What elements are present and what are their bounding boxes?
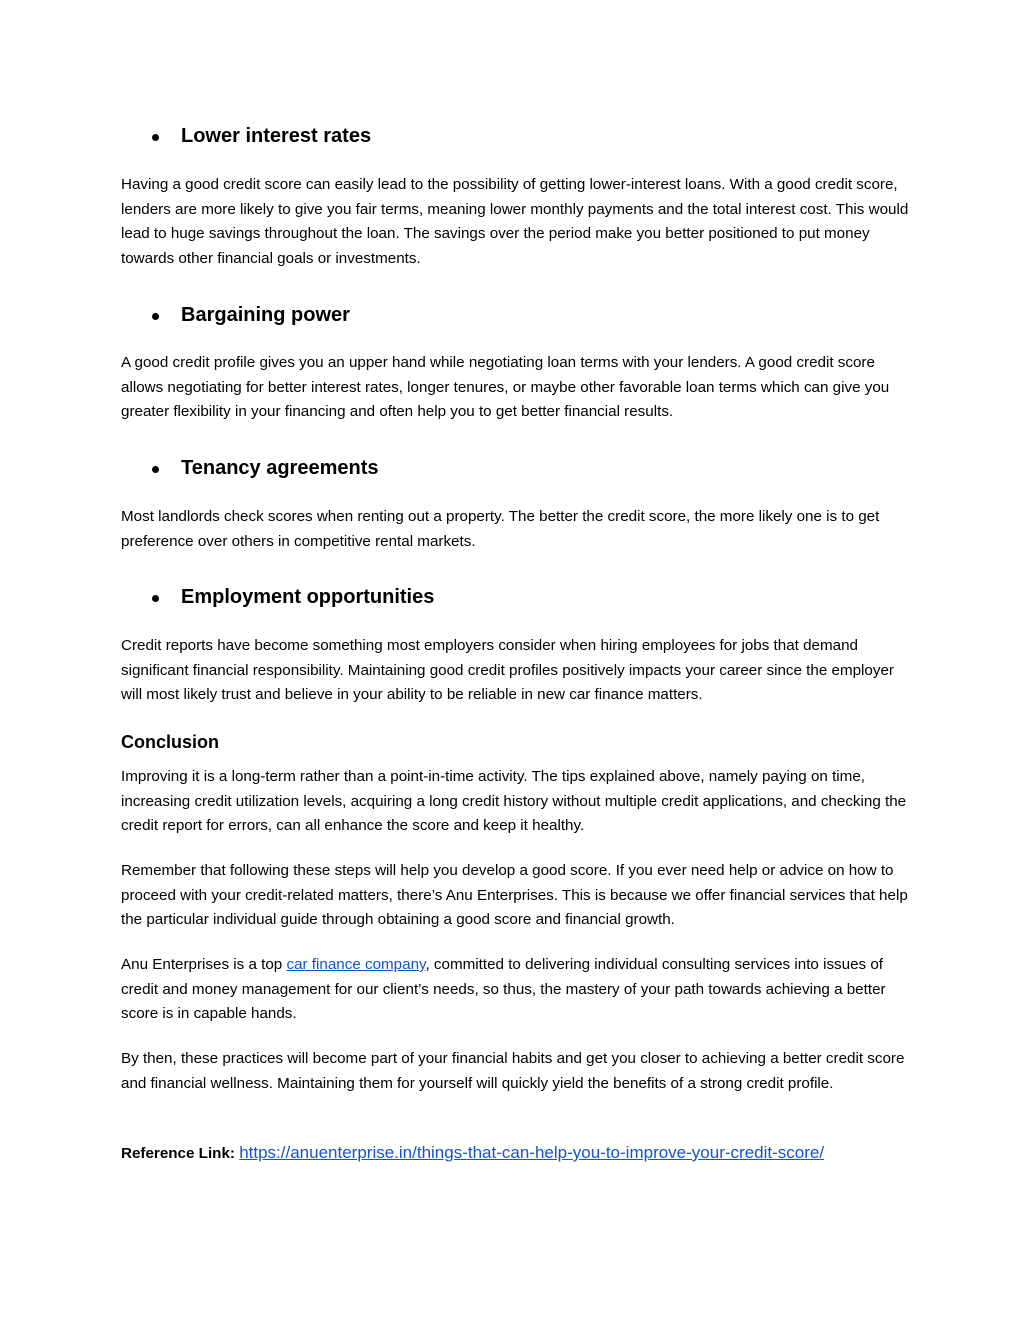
bullet-dot-icon xyxy=(152,466,159,473)
section-body-lower-interest-rates: Having a good credit score can easily lead to the possibility of getting lower-interest loans. With a good credit score, lenders are more likely to give you fair terms, meaning lower monthly payments and the total interest cost. This would lead to huge savings throughout the loan. The savings over the period make you better positioned to put money towards other financial goals or investments. xyxy=(121,176,909,267)
section-body-employment-opportunities: Credit reports have become something most employers consider when hiring employees for jobs that demand significant financial responsibility. Maintaining good credit profiles positively impacts your career since the employer will most likely trust and believe in your ability to be reliable in new car finance matters. xyxy=(121,637,894,704)
section-heading-text: Bargaining power xyxy=(181,304,350,326)
section-body-bargaining-power: A good credit profile gives you an upper hand while negotiating loan terms with your lenders. A good credit score allows negotiating for better interest rates, longer tenures, or maybe other favorable loan terms which can give you greater flexibility in your financing and often help you to get better financial results. xyxy=(121,354,890,421)
section-heading-text: Lower interest rates xyxy=(181,125,372,147)
conclusion-paragraph-4: By then, these practices will become part of your financial habits and get you closer to achieving a better credit score and financial wellness. Maintaining them for yourself will quickly yield the benefits of a strong credit profile. xyxy=(121,1050,905,1092)
section-heading-text: Employment opportunities xyxy=(181,586,435,608)
paragraph-text: Anu Enterprises is a top xyxy=(121,956,287,973)
conclusion-paragraph-1: Improving it is a long-term rather than a point-in-time activity. The tips explained above, namely paying on time, increasing credit utilization levels, acquiring a long credit history without multiple credit applications, and checking the credit report for errors, can all enhance the score and keep it healthy. xyxy=(121,768,907,835)
reference-line xyxy=(121,1141,911,1167)
conclusion-paragraph-2: Remember that following these steps will help you develop a good score. If you ever need help or advice on how to proceed with your credit-related matters, there’s Anu Enterprises. This is because we offer financial services that help the particular individual guide through obtaining a good score and financial growth. xyxy=(121,862,908,929)
conclusion-paragraph-3 xyxy=(121,953,911,1027)
conclusion-heading: Conclusion xyxy=(121,732,219,752)
bullet-dot-icon xyxy=(152,313,159,320)
car-finance-company-link[interactable]: car finance company xyxy=(286,956,426,973)
reference-label: Reference Link: xyxy=(121,1145,235,1162)
section-heading-text: Tenancy agreements xyxy=(181,457,379,479)
bullet-dot-icon xyxy=(152,134,159,141)
paragraph-text: , committed to delivering individual consulting services into issues of credit and money management for our client’s needs, so thus, the mastery of your path towards achieving a better score is in capable hands. xyxy=(121,956,886,1023)
reference-url-link[interactable]: https://anuenterprise.in/things-that-can-help-you-to-improve-your-credit-score/ xyxy=(239,1143,825,1162)
section-body-tenancy-agreements: Most landlords check scores when renting out a property. The better the credit score, the more likely one is to get preference over others in competitive rental markets. xyxy=(121,508,880,550)
bullet-dot-icon xyxy=(152,595,159,602)
